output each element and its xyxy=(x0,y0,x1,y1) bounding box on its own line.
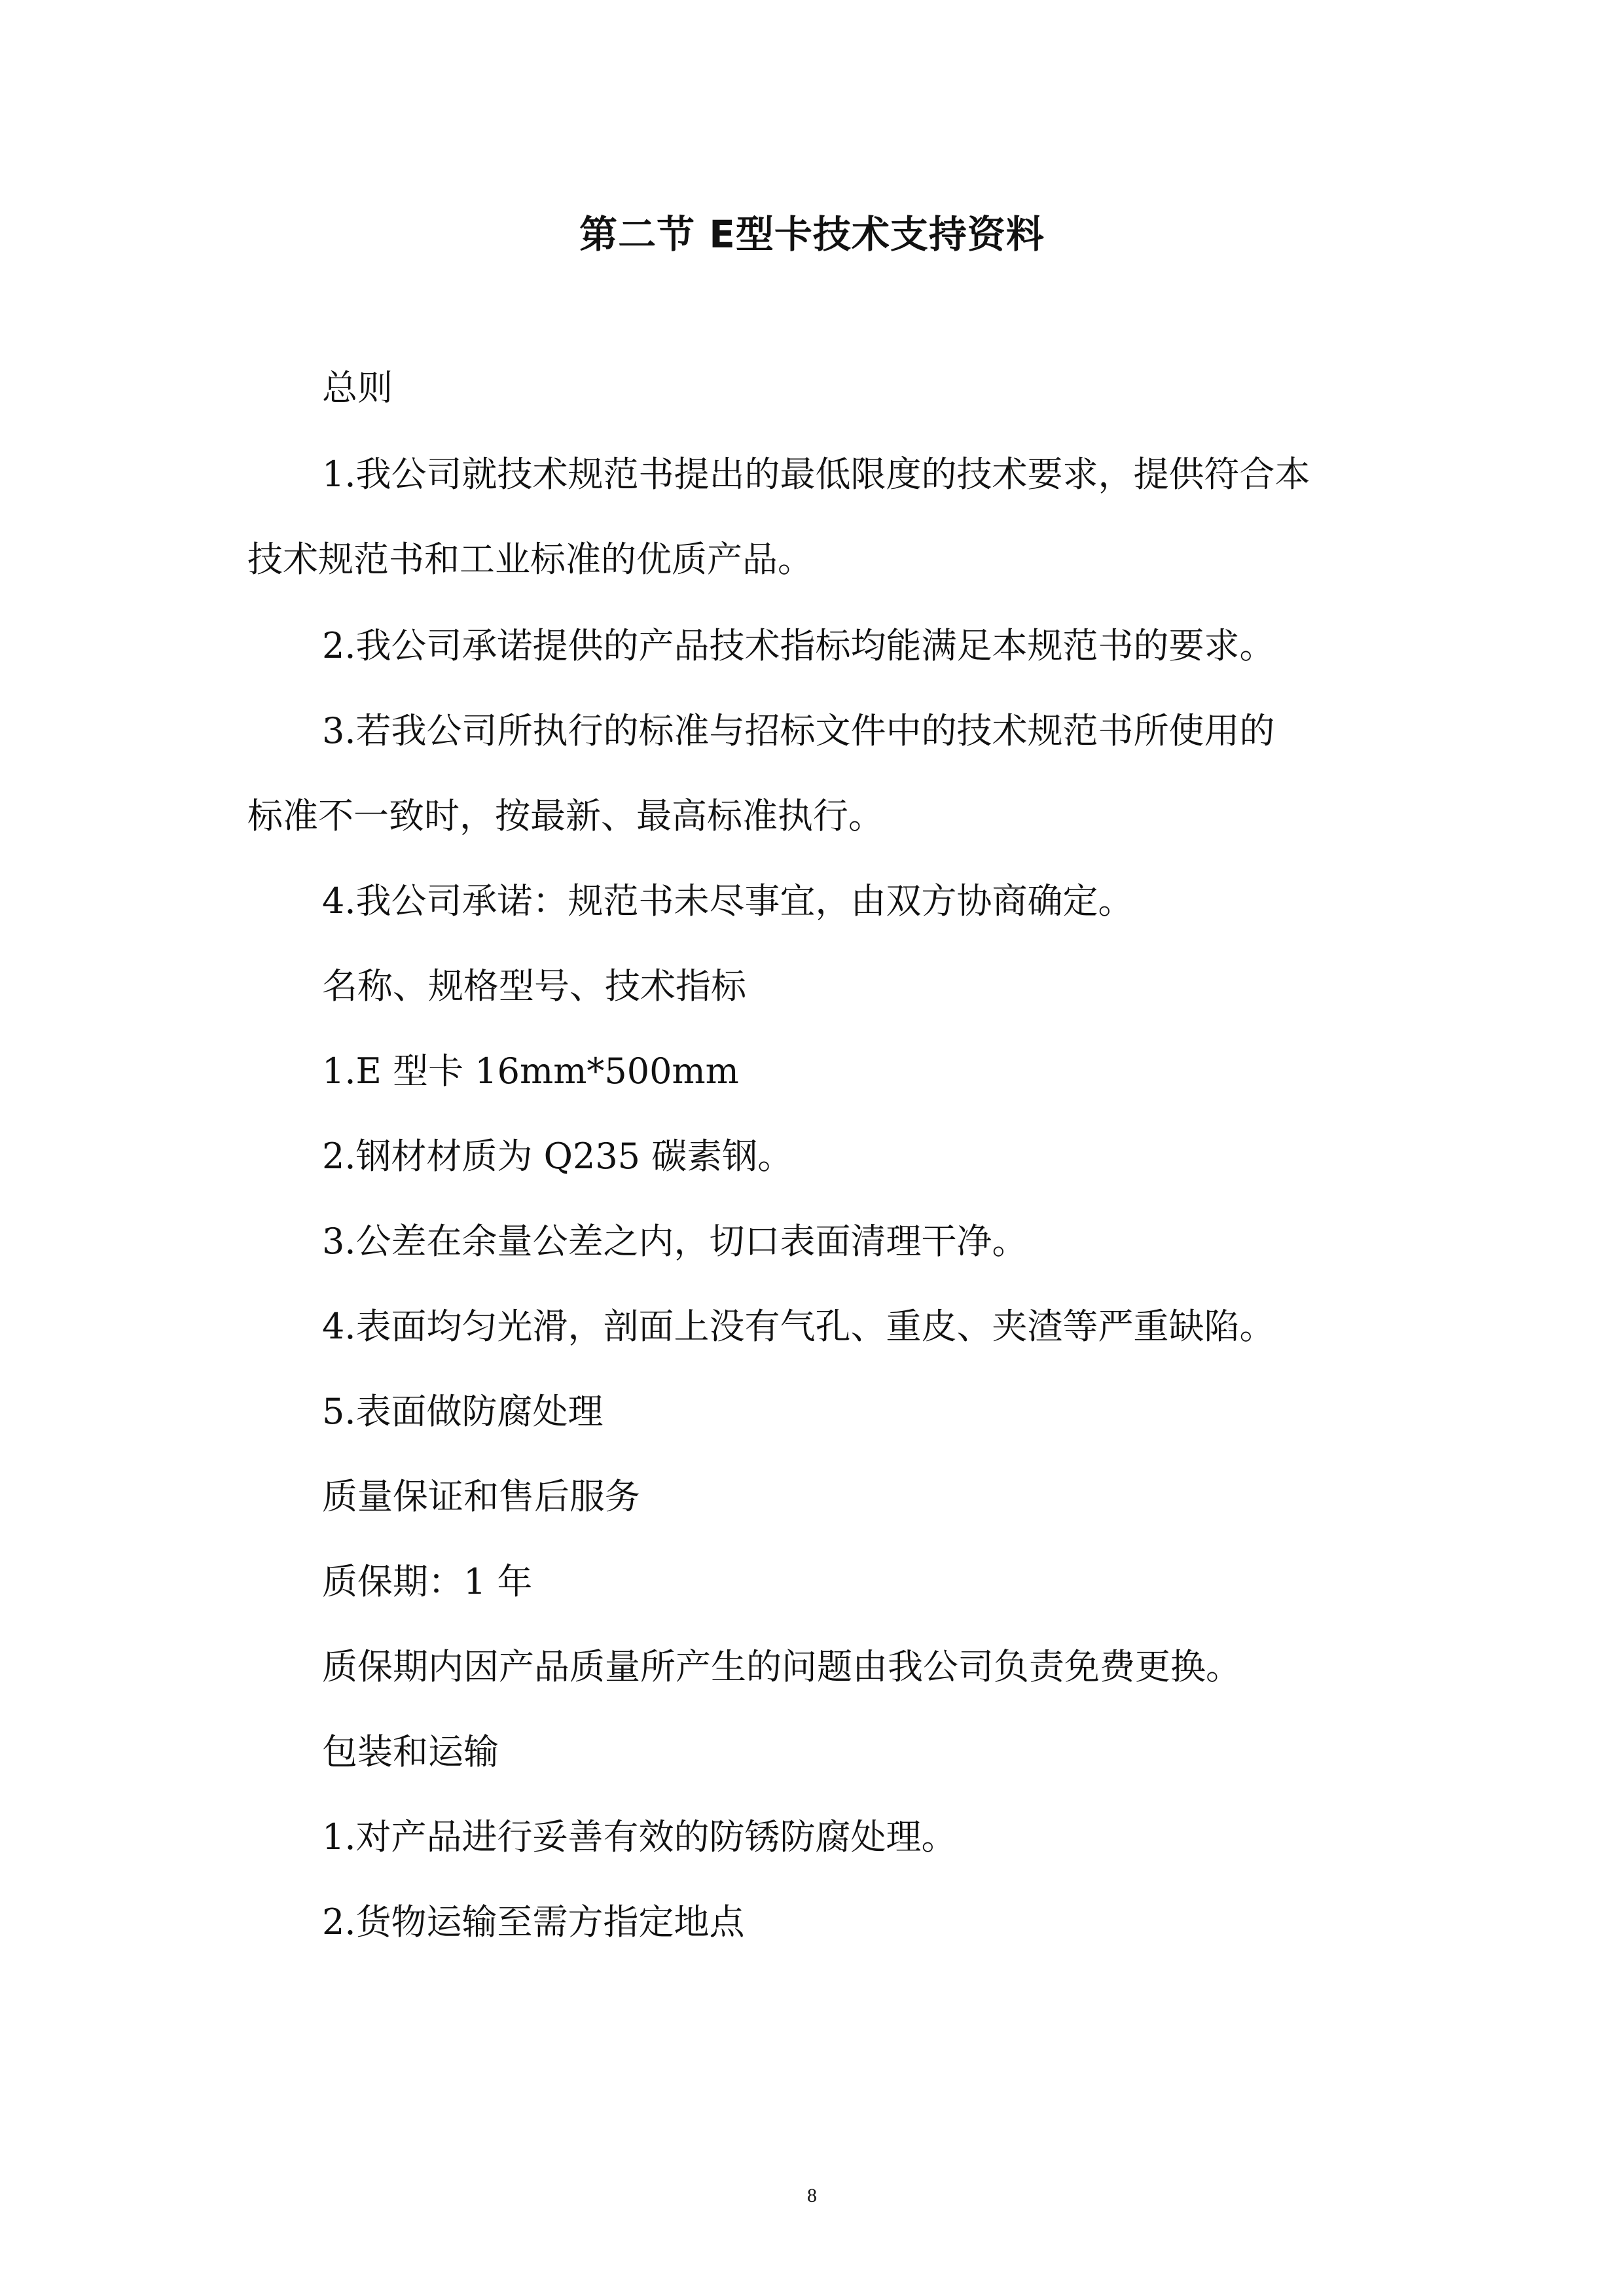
paragraph-line: 2.我公司承诺提供的产品技术指标均能满足本规范书的要求。 xyxy=(322,625,1275,666)
warranty-line: 质保期：1 年 xyxy=(322,1561,533,1602)
page-number: 8 xyxy=(807,2185,817,2206)
spec-line: 1.E 型卡 16mm*500mm xyxy=(322,1050,739,1092)
paragraph-line: 技术规范书和工业标准的优质产品。 xyxy=(247,539,813,580)
section-heading-general: 总则 xyxy=(322,367,393,408)
spec-line: 4.表面均匀光滑，剖面上没有气孔、重皮、夹渣等严重缺陷。 xyxy=(322,1306,1275,1347)
warranty-line: 质保期内因产品质量所产生的问题由我公司负责免费更换。 xyxy=(322,1646,1241,1687)
section-heading-packaging: 包装和运输 xyxy=(322,1731,499,1772)
spec-line: 5.表面做防腐处理 xyxy=(322,1391,604,1432)
spec-line: 3.公差在余量公差之内，切口表面清理干净。 xyxy=(322,1221,1028,1262)
section-heading-warranty: 质量保证和售后服务 xyxy=(322,1476,640,1517)
spec-line: 2.钢材材质为 Q235 碳素钢。 xyxy=(322,1136,793,1177)
paragraph-line: 1.我公司就技术规范书提出的最低限度的技术要求，提供符合本 xyxy=(322,454,1310,495)
paragraph-line: 4.我公司承诺：规范书未尽事宜，由双方协商确定。 xyxy=(322,880,1134,922)
packaging-line: 1.对产品进行妥善有效的防锈防腐处理。 xyxy=(322,1816,957,1857)
section-heading-specs: 名称、规格型号、技术指标 xyxy=(322,965,746,1007)
paragraph-line: 标准不一致时，按最新、最高标准执行。 xyxy=(247,795,884,836)
paragraph-line: 3.若我公司所执行的标准与招标文件中的技术规范书所使用的 xyxy=(322,710,1275,751)
packaging-line: 2.货物运输至需方指定地点 xyxy=(322,1901,745,1943)
document-title: 第二节 E型卡技术支持资料 xyxy=(579,212,1045,257)
